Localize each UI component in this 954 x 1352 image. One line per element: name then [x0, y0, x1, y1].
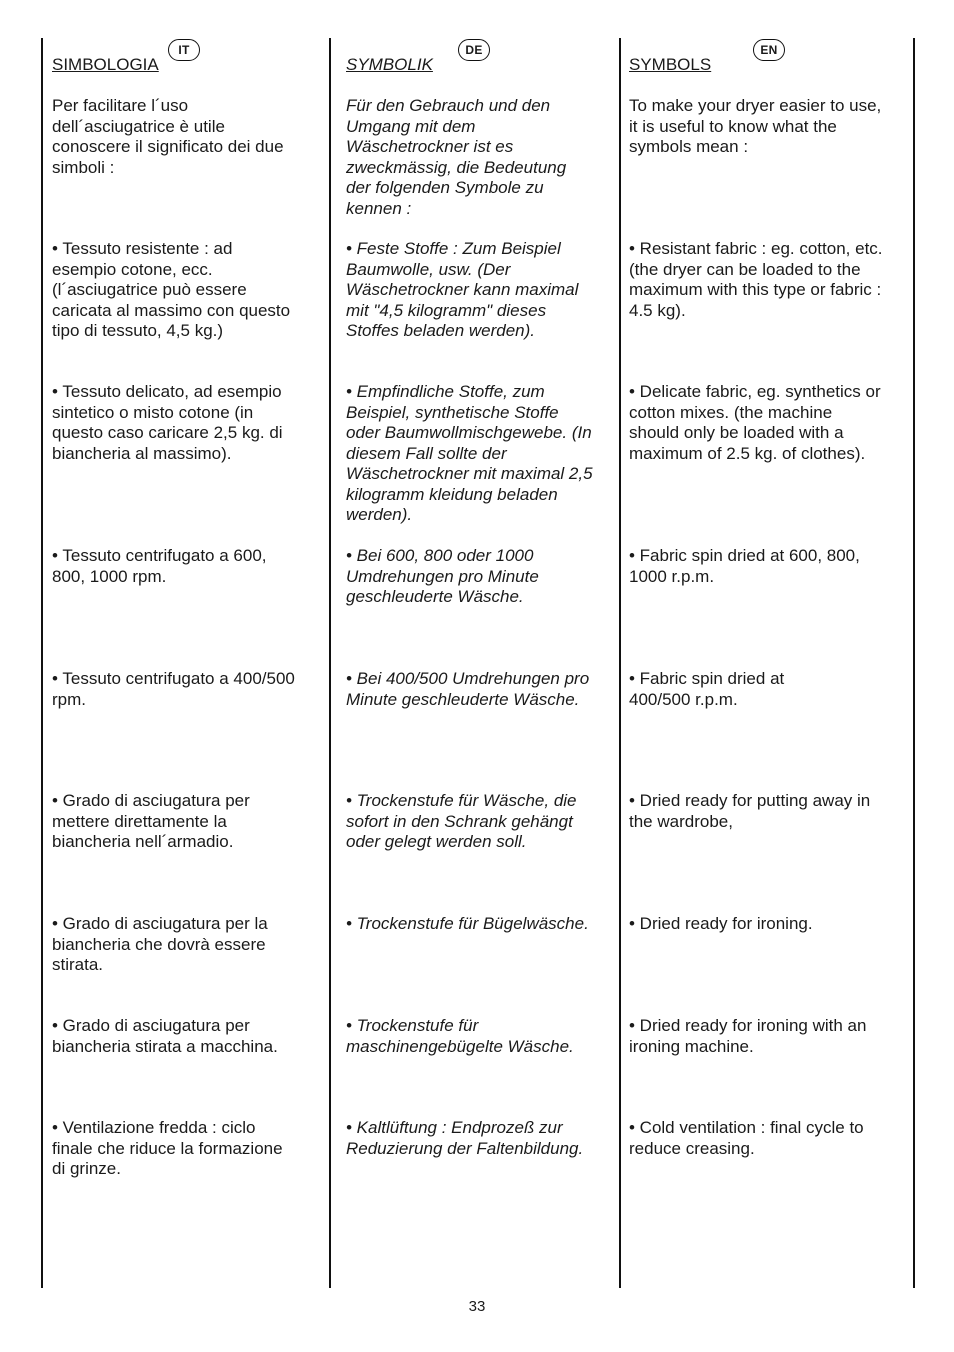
symbol-item: • Dried ready for ironing.	[629, 914, 813, 933]
symbol-item: • Tessuto delicato, ad esempio sintetico o misto cotone (in questo caso caricare 2,5 kg. di biancheria al massimo).	[52, 382, 283, 463]
symbol-item: • Dried ready for putting away in the wardrobe,	[629, 791, 871, 831]
symbol-item: • Bei 600, 800 oder 1000 Umdrehungen pro Minute geschleuderte Wäsche.	[346, 546, 539, 606]
symbol-item: • Grado di asciugatura per biancheria stirata a macchina.	[52, 1016, 278, 1056]
language-badge-de: DE	[458, 39, 490, 61]
symbol-item: • Empfindliche Stoffe, zum Beispiel, synthetische Stoffe oder Baumwollmischgewebe. (In diesem Fall sollte der Wäschetrockner mit maximal 2,5 kilogramm kleidung beladen werden).	[346, 382, 593, 524]
column-divider	[619, 38, 621, 1288]
symbol-item: • Tessuto resistente : ad esempio cotone, ecc. (l´asciugatrice può essere caricata al massimo con questo tipo di tessuto, 4,5 kg.)	[52, 239, 291, 340]
intro-text: Für den Gebrauch und den Umgang mit dem Wäschetrockner ist es zweckmässig, die Bedeutung der folgenden Symbole zu kennen :	[346, 96, 567, 218]
intro-text: To make your dryer easier to use, it is useful to know what the symbols mean :	[629, 96, 882, 156]
section-heading: SYMBOLS	[629, 55, 712, 74]
intro-text: Per facilitare l´uso dell´asciugatrice è utile conoscere il significato dei due simboli :	[52, 96, 284, 177]
symbol-item: • Bei 400/500 Umdrehungen pro Minute geschleuderte Wäsche.	[346, 669, 590, 709]
symbol-item: • Fabric spin dried at 600, 800, 1000 r.p.m.	[629, 546, 860, 586]
symbol-item: • Resistant fabric : eg. cotton, etc. (the dryer can be loaded to the maximum with this type or fabric : 4.5 kg).	[629, 239, 883, 320]
symbol-item: • Dried ready for ironing with an ironing machine.	[629, 1016, 867, 1056]
section-heading: SIMBOLOGIA	[52, 55, 159, 74]
page-number: 33	[468, 1298, 486, 1315]
symbol-item: • Ventilazione fredda : ciclo finale che riduce la formazione di grinze.	[52, 1118, 283, 1178]
column-divider	[913, 38, 915, 1288]
symbol-item: • Tessuto centrifugato a 400/500 rpm.	[52, 669, 295, 709]
symbol-item: • Grado di asciugatura per la biancheria che dovrà essere stirata.	[52, 914, 268, 974]
symbol-item: • Grado di asciugatura per mettere direttamente la biancheria nell´armadio.	[52, 791, 250, 851]
column-divider	[41, 38, 43, 1288]
column-divider	[329, 38, 331, 1288]
symbol-item: • Cold ventilation : final cycle to reduce creasing.	[629, 1118, 864, 1158]
symbol-item: • Feste Stoffe : Zum Beispiel Baumwolle, usw. (Der Wäschetrockner kann maximal mit "4,5 kilogramm" dieses Stoffes beladen werden).	[346, 239, 579, 340]
symbol-item: • Fabric spin dried at 400/500 r.p.m.	[629, 669, 785, 709]
symbol-item: • Trockenstufe für maschinengebügelte Wäsche.	[346, 1016, 574, 1056]
symbol-item: • Kaltlüftung : Endprozeß zur Reduzierung der Faltenbildung.	[346, 1118, 584, 1158]
symbol-item: • Trockenstufe für Wäsche, die sofort in den Schrank gehängt oder gelegt werden soll.	[346, 791, 577, 851]
symbol-item: • Delicate fabric, eg. synthetics or cotton mixes. (the machine should only be loaded with a maximum of 2.5 kg. of clothes).	[629, 382, 881, 463]
symbol-item: • Tessuto centrifugato a 600, 800, 1000 rpm.	[52, 546, 267, 586]
language-badge-it: IT	[168, 39, 200, 61]
symbol-item: • Trockenstufe für Bügelwäsche.	[346, 914, 589, 933]
section-heading: SYMBOLIK	[346, 55, 433, 74]
language-badge-en: EN	[753, 39, 785, 61]
